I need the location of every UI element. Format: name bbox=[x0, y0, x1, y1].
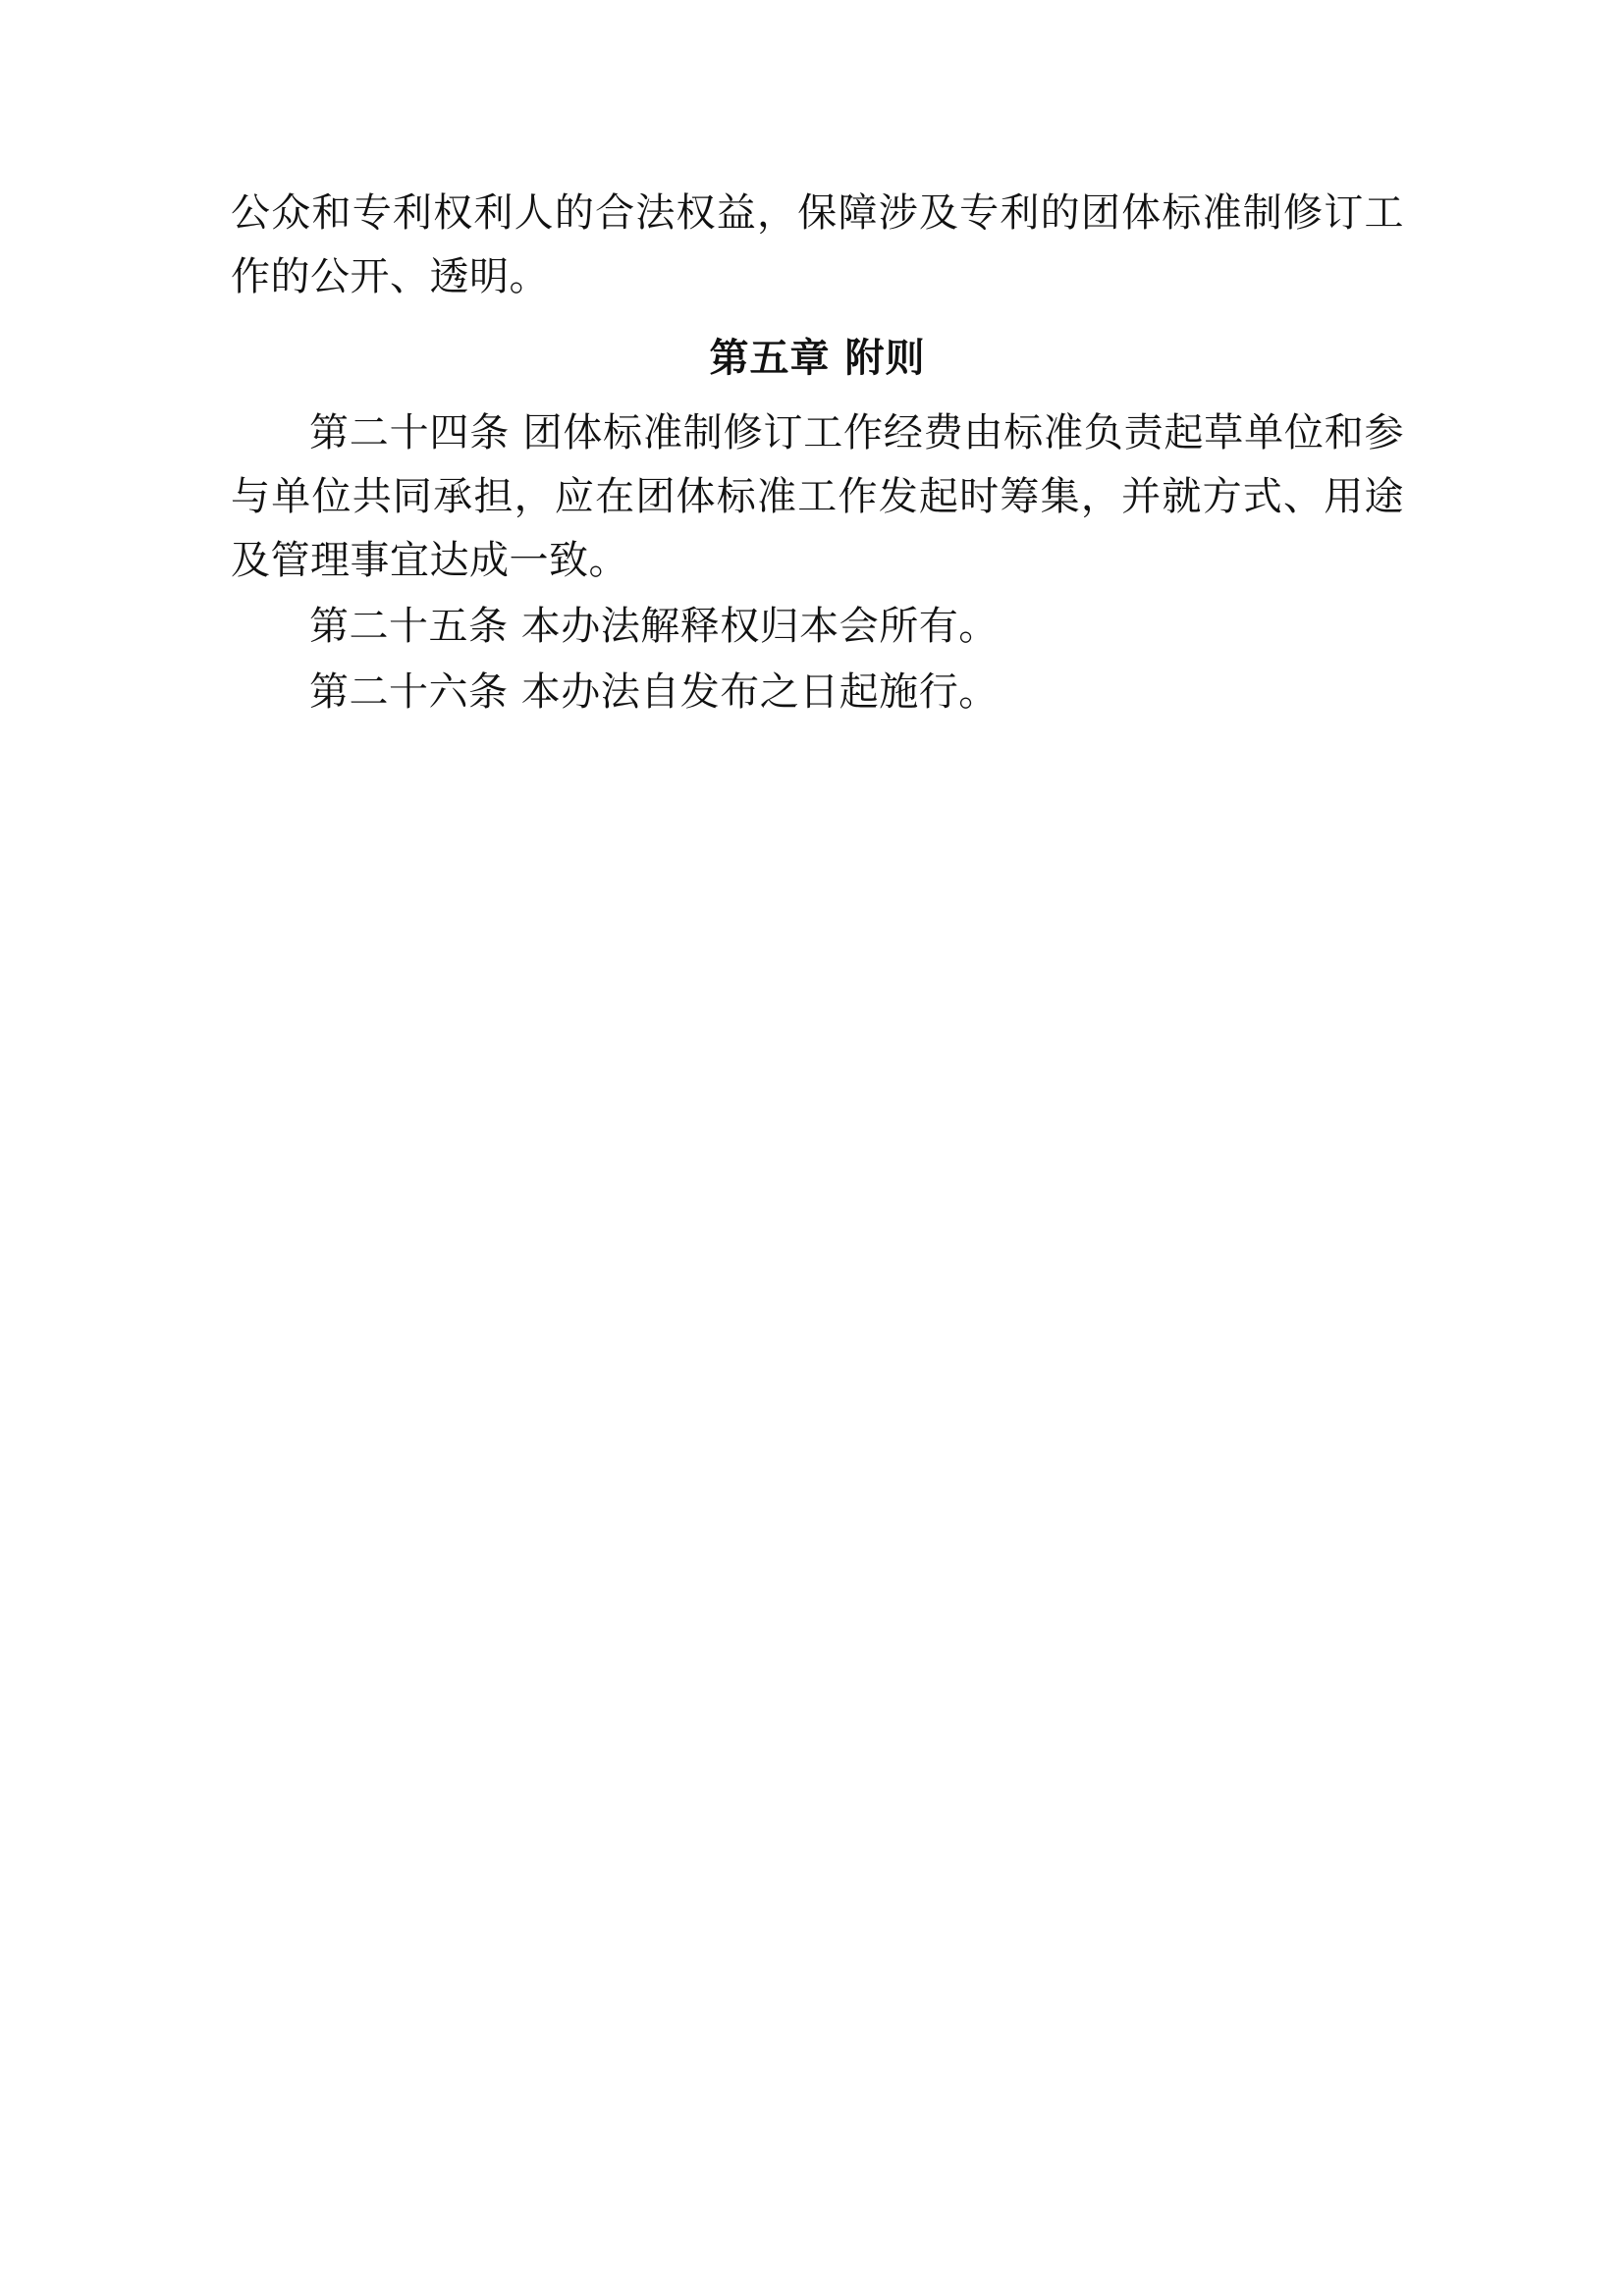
paragraph-continued: 公众和专利权利人的合法权益，保障涉及专利的团体标准制修订工作的公开、透明。 bbox=[231, 190, 1404, 299]
chapter-heading: 第五章 附则 bbox=[709, 335, 926, 381]
article-26-paragraph: 第二十六条 本办法自发布之日起施行。 bbox=[309, 668, 999, 715]
article-25-paragraph: 第二十五条 本办法解释权归本会所有。 bbox=[309, 603, 999, 649]
article-24-paragraph: 第二十四条 团体标准制修订工作经费由标准负责起草单位和参与单位共同承担，应在团体标准工作发起时筹集，并就方式、用途及管理事宜达成一致。 bbox=[231, 410, 1404, 583]
document-body bbox=[231, 182, 1404, 723]
